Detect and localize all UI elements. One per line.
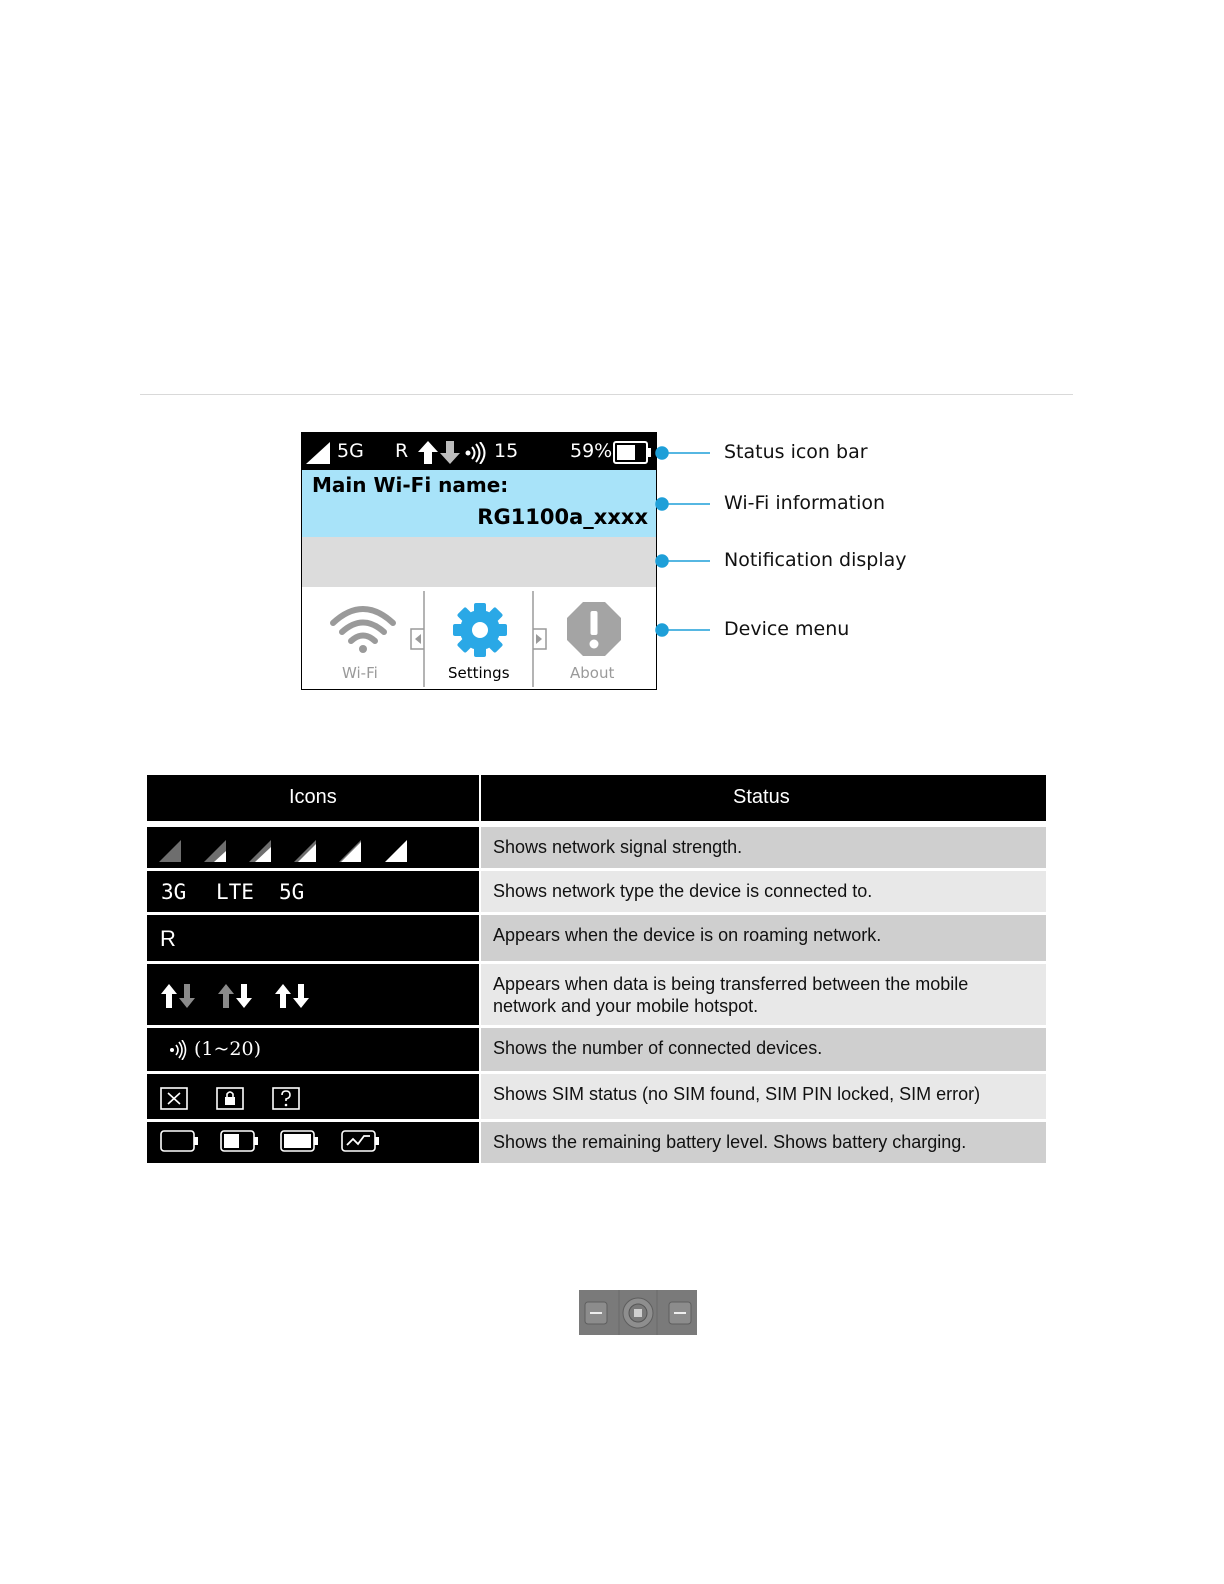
table-header bbox=[147, 775, 1046, 821]
device-menu bbox=[302, 587, 656, 689]
battery-icon bbox=[613, 441, 653, 464]
wifi-information-panel bbox=[302, 470, 656, 537]
wifi-ssid: RG1100a_xxxx bbox=[477, 505, 648, 529]
table-row bbox=[147, 1122, 1046, 1163]
status-text: Shows SIM status (no SIM found, SIM PIN locked, SIM error) bbox=[493, 1084, 981, 1104]
battery-empty-icon bbox=[160, 1130, 200, 1154]
no-sim-icon bbox=[160, 1087, 190, 1111]
battery-half-icon bbox=[220, 1130, 260, 1154]
device-screen bbox=[301, 432, 657, 690]
signal-bars-icon bbox=[159, 840, 419, 862]
data-transfer-icons bbox=[147, 964, 479, 1025]
menu-label-about: About bbox=[570, 664, 615, 682]
navigation-keys-illustration bbox=[579, 1290, 697, 1335]
menu-label-wifi: Wi-Fi bbox=[342, 664, 378, 682]
connected-devices-icons bbox=[147, 1028, 479, 1071]
device-count: 15 bbox=[494, 440, 519, 462]
battery-full-icon bbox=[280, 1130, 320, 1154]
connected-devices-icon bbox=[169, 1040, 189, 1060]
table-row bbox=[147, 871, 1046, 912]
sim-status-icons bbox=[147, 1074, 479, 1119]
sim-lock-icon bbox=[216, 1087, 246, 1111]
header-icons: Icons bbox=[289, 786, 337, 808]
status-text: Shows the remaining battery level. Shows battery charging. bbox=[493, 1132, 967, 1152]
callout-connectors bbox=[654, 440, 714, 640]
sim-error-icon bbox=[272, 1087, 302, 1111]
callout-notification-display: Notification display bbox=[724, 549, 907, 571]
menu-item-about[interactable] bbox=[550, 587, 656, 689]
status-text: Shows the number of connected devices. bbox=[493, 1038, 823, 1058]
transfer-arrows-icon bbox=[161, 984, 311, 1008]
table-row bbox=[147, 964, 1046, 1025]
status-text: Shows network signal strength. bbox=[493, 837, 743, 857]
callout-status-icon-bar: Status icon bar bbox=[724, 441, 868, 463]
wifi-name-label: Main Wi-Fi name: bbox=[312, 473, 509, 497]
status-text: Shows network type the device is connected to. bbox=[493, 881, 873, 901]
callout-wifi-information: Wi-Fi information bbox=[724, 492, 886, 514]
device-count-range: (1~20) bbox=[194, 1038, 262, 1060]
menu-label-settings: Settings bbox=[448, 664, 510, 682]
callout-device-menu: Device menu bbox=[724, 618, 850, 640]
notification-display bbox=[302, 537, 656, 587]
status-text: Appears when the device is on roaming network. bbox=[493, 925, 882, 945]
status-icon-bar bbox=[302, 433, 656, 470]
network-3g-label: 3G bbox=[161, 880, 187, 904]
settings-gear-icon bbox=[452, 602, 508, 658]
table-row bbox=[147, 827, 1046, 868]
network-type: 5G bbox=[337, 440, 364, 462]
navigation-keys-image bbox=[579, 1290, 697, 1335]
table-row bbox=[147, 1028, 1046, 1071]
roaming-r-label: R bbox=[160, 926, 176, 951]
battery-percent: 59% bbox=[570, 440, 613, 462]
network-type-icons bbox=[147, 871, 479, 912]
table-row bbox=[147, 915, 1046, 961]
signal-strength-icon bbox=[306, 442, 330, 464]
menu-item-settings[interactable] bbox=[426, 587, 532, 689]
network-5g-label: 5G bbox=[279, 880, 305, 904]
menu-item-wifi[interactable] bbox=[302, 587, 420, 689]
roaming-icons bbox=[147, 915, 479, 961]
wifi-icon bbox=[330, 601, 396, 655]
roaming-indicator: R bbox=[395, 440, 409, 462]
table-row bbox=[147, 1074, 1046, 1119]
status-text: Appears when data is being transferred between the mobile network and your mobile hotspot. bbox=[493, 974, 969, 1016]
battery-charging-icon bbox=[341, 1130, 381, 1154]
section-divider bbox=[140, 394, 1073, 395]
header-status: Status bbox=[733, 786, 790, 808]
chevron-right-icon[interactable] bbox=[531, 591, 549, 687]
battery-icons bbox=[147, 1122, 479, 1163]
connected-devices-icon bbox=[464, 442, 488, 464]
network-lte-label: LTE bbox=[216, 880, 254, 904]
data-transfer-icon bbox=[418, 441, 460, 464]
signal-strength-icons bbox=[147, 827, 479, 868]
chevron-left-icon[interactable] bbox=[408, 591, 426, 687]
header-divider bbox=[479, 775, 481, 821]
about-alert-icon bbox=[566, 601, 622, 657]
